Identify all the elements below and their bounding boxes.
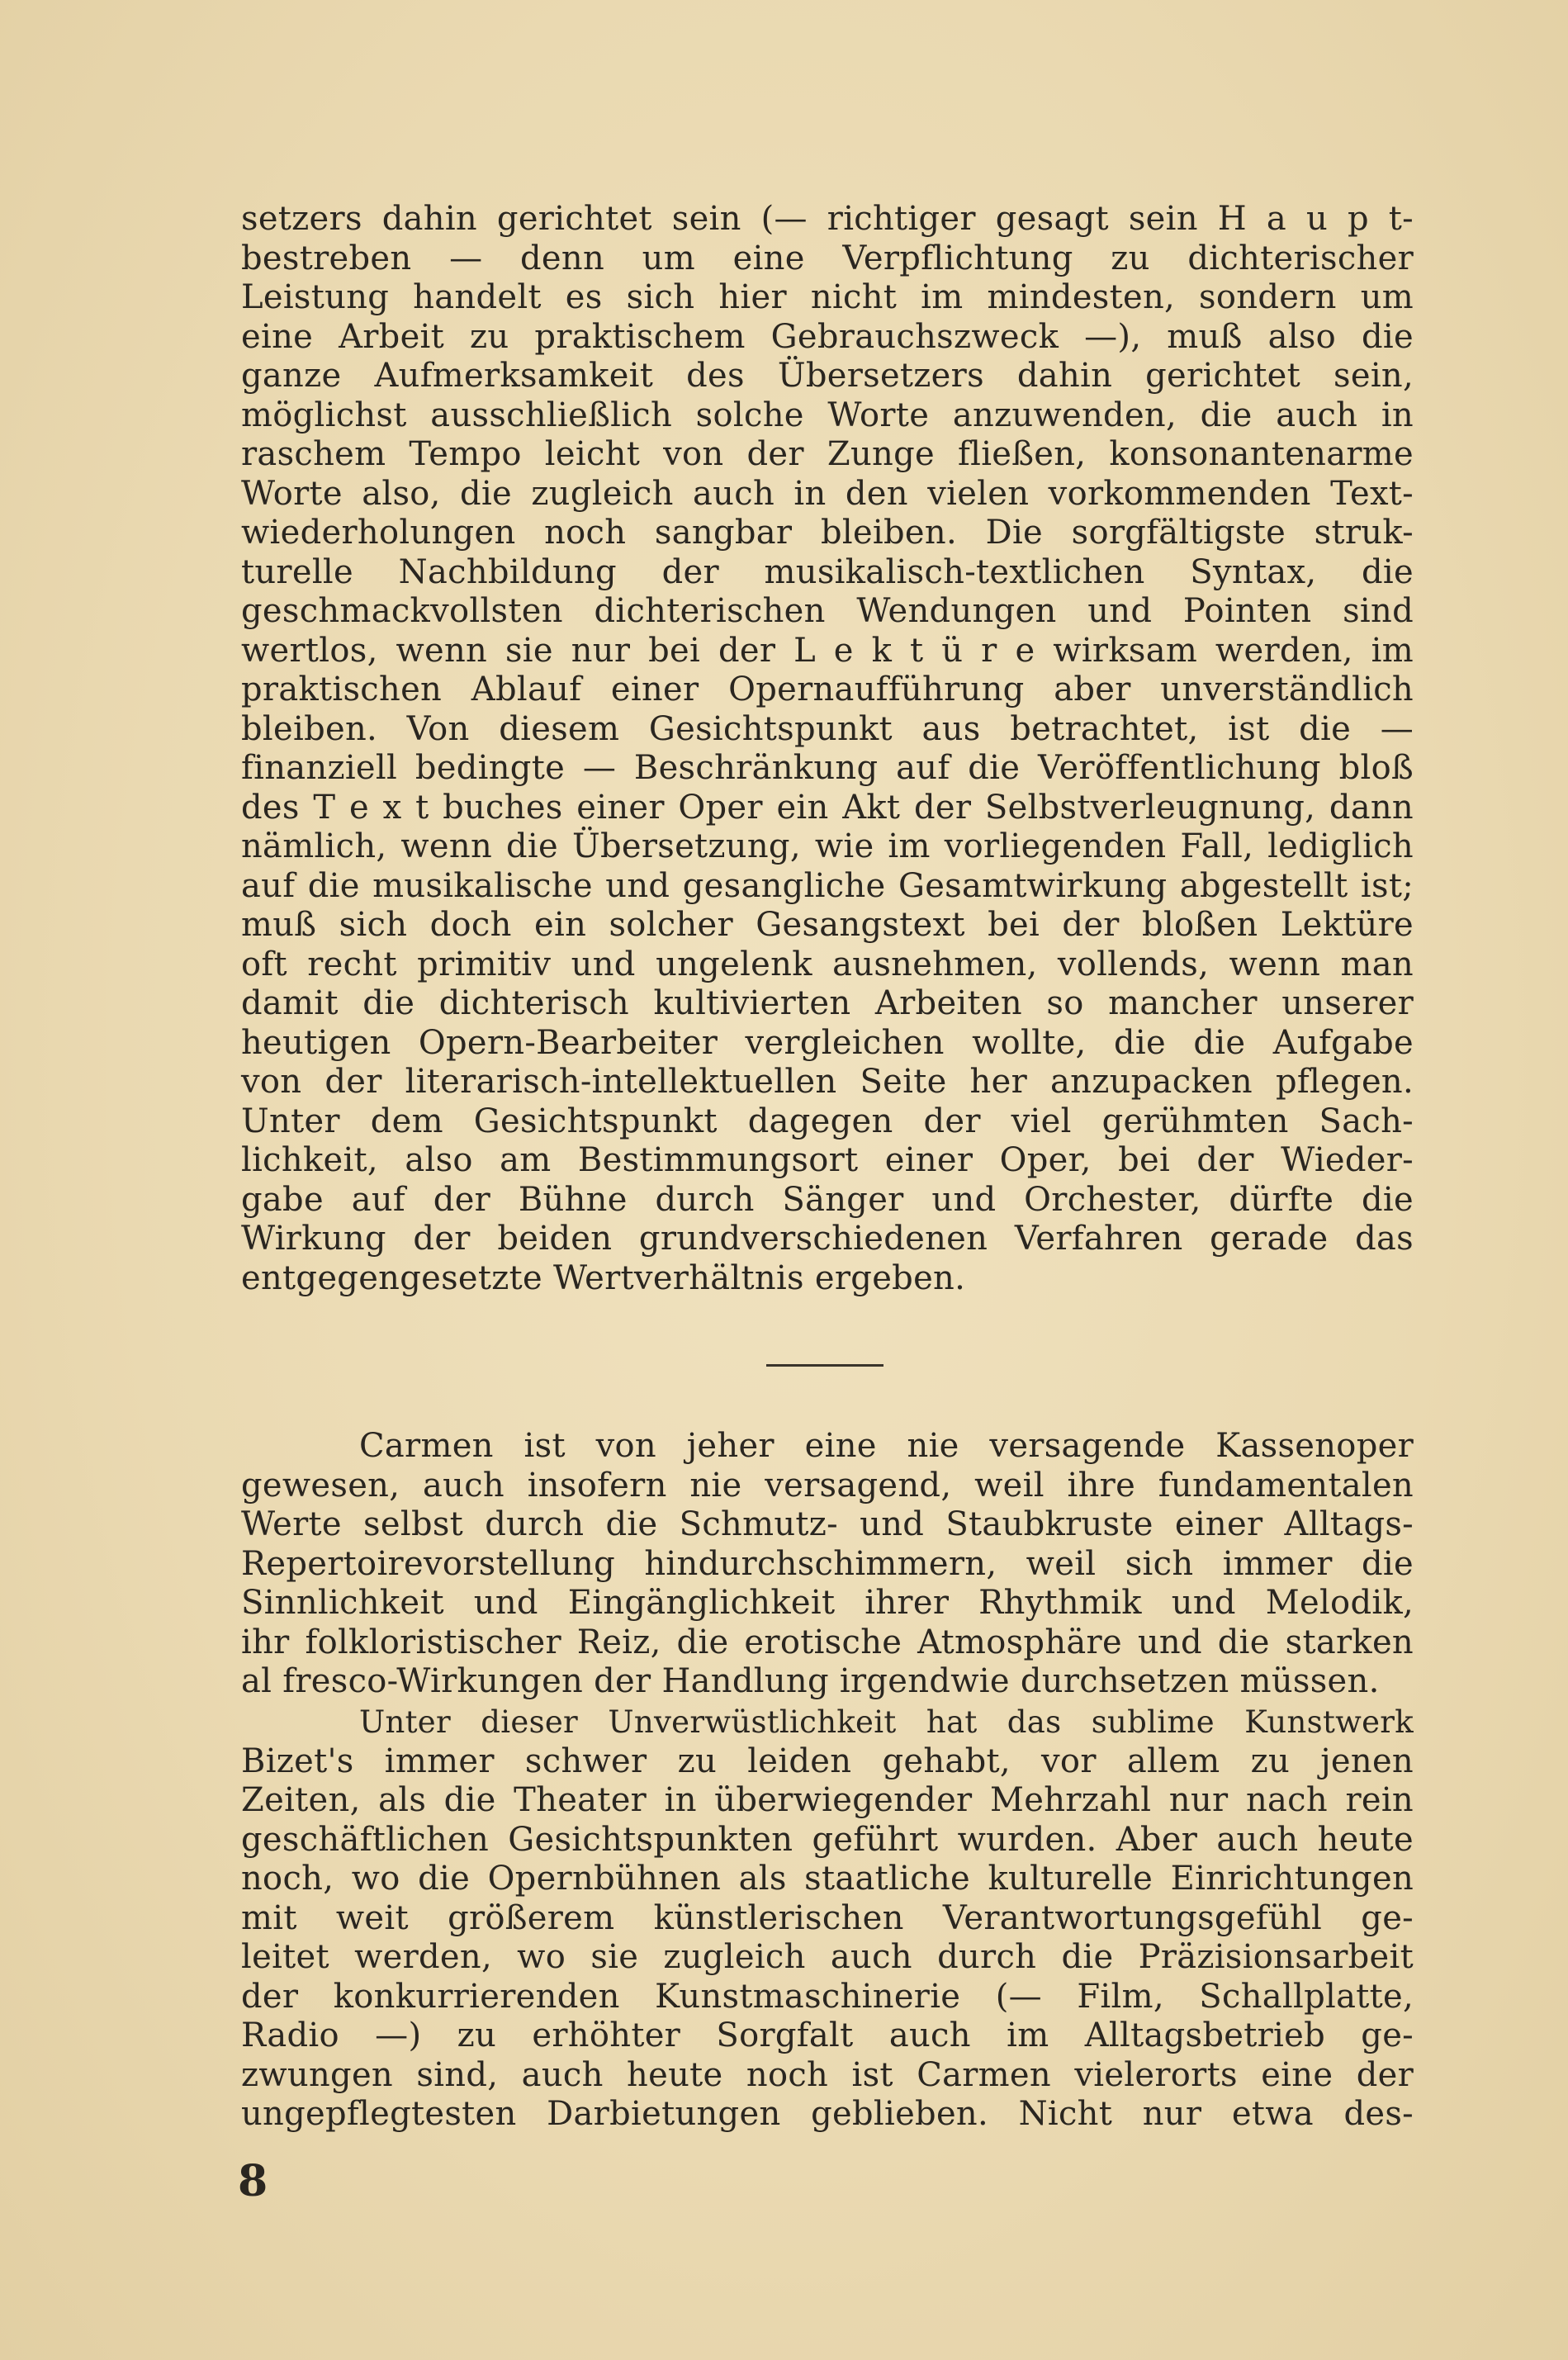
text-line: wiederholungen noch sangbar bleiben. Die sorgfältigste struk-: [241, 514, 1414, 552]
text-line: ungepflegtesten Darbietungen geblieben. Nicht nur etwa des-: [241, 2095, 1414, 2133]
text-line: bleiben. Von diesem Gesichtspunkt aus betrachtet, ist die —: [241, 709, 1414, 748]
text-line: Wirkung der beiden grundverschiedenen Verfahren gerade das: [241, 1220, 1414, 1258]
text-line: damit die dichterisch kultivierten Arbeiten so mancher unserer: [241, 984, 1414, 1022]
text-line: geschmackvollsten dichterischen Wendungen und Pointen sind: [241, 592, 1414, 630]
text-line: setzers dahin gerichtet sein (— richtiger gesagt sein H a u p t-: [241, 200, 1414, 238]
text-line: zwungen sind, auch heute noch ist Carmen vielerorts eine der: [241, 2055, 1414, 2094]
text-line: Repertoirevorstellung hindurchschimmern, weil sich immer die: [241, 1544, 1414, 1583]
text-line: Worte also, die zugleich auch in den vielen vorkommenden Text-: [241, 474, 1414, 513]
text-line: Sinnlichkeit und Eingänglichkeit ihrer Rhythmik und Melodik,: [241, 1584, 1414, 1622]
paragraph-2: [241, 1427, 1414, 1702]
text-line: nämlich, wenn die Übersetzung, wie im vorliegenden Fall, lediglich: [241, 827, 1414, 865]
text-line: mit weit größerem künstlerischen Verantwortungsgefühl ge-: [241, 1898, 1414, 1937]
text-line: gewesen, auch insofern nie versagend, weil ihre fundamentalen: [241, 1466, 1414, 1505]
text-line: finanziell bedingte — Beschränkung auf die Veröffentlichung bloß: [241, 749, 1414, 787]
text-line: ihr folkloristischer Reiz, die erotische Atmosphäre und die starken: [241, 1623, 1414, 1661]
text-line: der konkurrierenden Kunstmaschinerie (— Film, Schallplatte,: [241, 1977, 1414, 2016]
text-line: noch, wo die Opernbühnen als staatliche kulturelle Einrichtungen: [241, 1860, 1414, 1898]
text-line: oft recht primitiv und ungelenk ausnehmen, vollends, wenn man: [241, 945, 1414, 983]
text-line: muß sich doch ein solcher Gesangstext bei der bloßen Lektüre: [241, 906, 1414, 944]
text-line: Werte selbst durch die Schmutz- und Staubkruste einer Alltags-: [241, 1505, 1414, 1543]
text-line: entgegengesetzte Wertverhältnis ergeben.: [241, 1258, 966, 1297]
text-line: ganze Aufmerksamkeit des Übersetzers dahin gerichtet sein,: [241, 357, 1414, 395]
text-line: gabe auf der Bühne durch Sänger und Orchester, dürfte die: [241, 1180, 1414, 1219]
text-line: möglichst ausschließlich solche Worte anzuwenden, die auch in: [241, 396, 1414, 434]
text-line: wertlos, wenn sie nur bei der L e k t ü r e wirksam werden, im: [241, 631, 1414, 670]
text-line: eine Arbeit zu praktischem Gebrauchszweck —), muß also die: [241, 317, 1414, 356]
section-divider: [766, 1364, 883, 1367]
paragraph-3: [241, 1703, 1414, 2135]
paragraph-1: [241, 200, 1414, 1298]
text-line: turelle Nachbildung der musikalisch-textlichen Syntax, die: [241, 552, 1414, 591]
text-line: Carmen ist von jeher eine nie versagende Kassenoper: [359, 1427, 1414, 1465]
text-line: geschäftlichen Gesichtspunkten geführt wurden. Aber auch heute: [241, 1820, 1414, 1859]
text-line: Unter dem Gesichtspunkt dagegen der viel gerühmten Sach-: [241, 1102, 1414, 1140]
text-line: Unter dieser Unverwüstlichkeit hat das sublime Kunstwerk: [359, 1704, 1414, 1740]
text-line: des T e x t buches einer Oper ein Akt der Selbstverleugnung, dann: [241, 788, 1414, 827]
text-line: lichkeit, also am Bestimmungsort einer Oper, bei der Wieder-: [241, 1141, 1414, 1179]
text-line: raschem Tempo leicht von der Zunge fließen, konsonantenarme: [241, 435, 1414, 473]
text-line: al fresco-Wirkungen der Handlung irgendwie durchsetzen müssen.: [241, 1662, 1380, 1700]
page-number: 8: [238, 2156, 268, 2206]
text-line: Bizet's immer schwer zu leiden gehabt, vor allem zu jenen: [241, 1742, 1414, 1780]
text-line: praktischen Ablauf einer Opernaufführung aber unverständlich: [241, 671, 1414, 708]
text-line: Radio —) zu erhöhter Sorgfalt auch im Alltagsbetrieb ge-: [241, 2016, 1414, 2054]
text-line: bestreben — denn um eine Verpflichtung zu dichterischer: [241, 239, 1414, 277]
text-line: heutigen Opern-Bearbeiter vergleichen wollte, die die Aufgabe: [241, 1023, 1414, 1062]
text-line: von der literarisch-intellektuellen Seite her anzupacken pflegen.: [241, 1063, 1414, 1101]
text-line: Leistung handelt es sich hier nicht im mindesten, sondern um: [241, 278, 1414, 316]
text-line: Zeiten, als die Theater in überwiegender Mehrzahl nur nach rein: [241, 1781, 1414, 1819]
text-line: auf die musikalische und gesangliche Gesamtwirkung abgestellt ist;: [241, 866, 1414, 905]
text-line: leitet werden, wo sie zugleich auch durch die Präzisionsarbeit: [241, 1938, 1414, 1976]
